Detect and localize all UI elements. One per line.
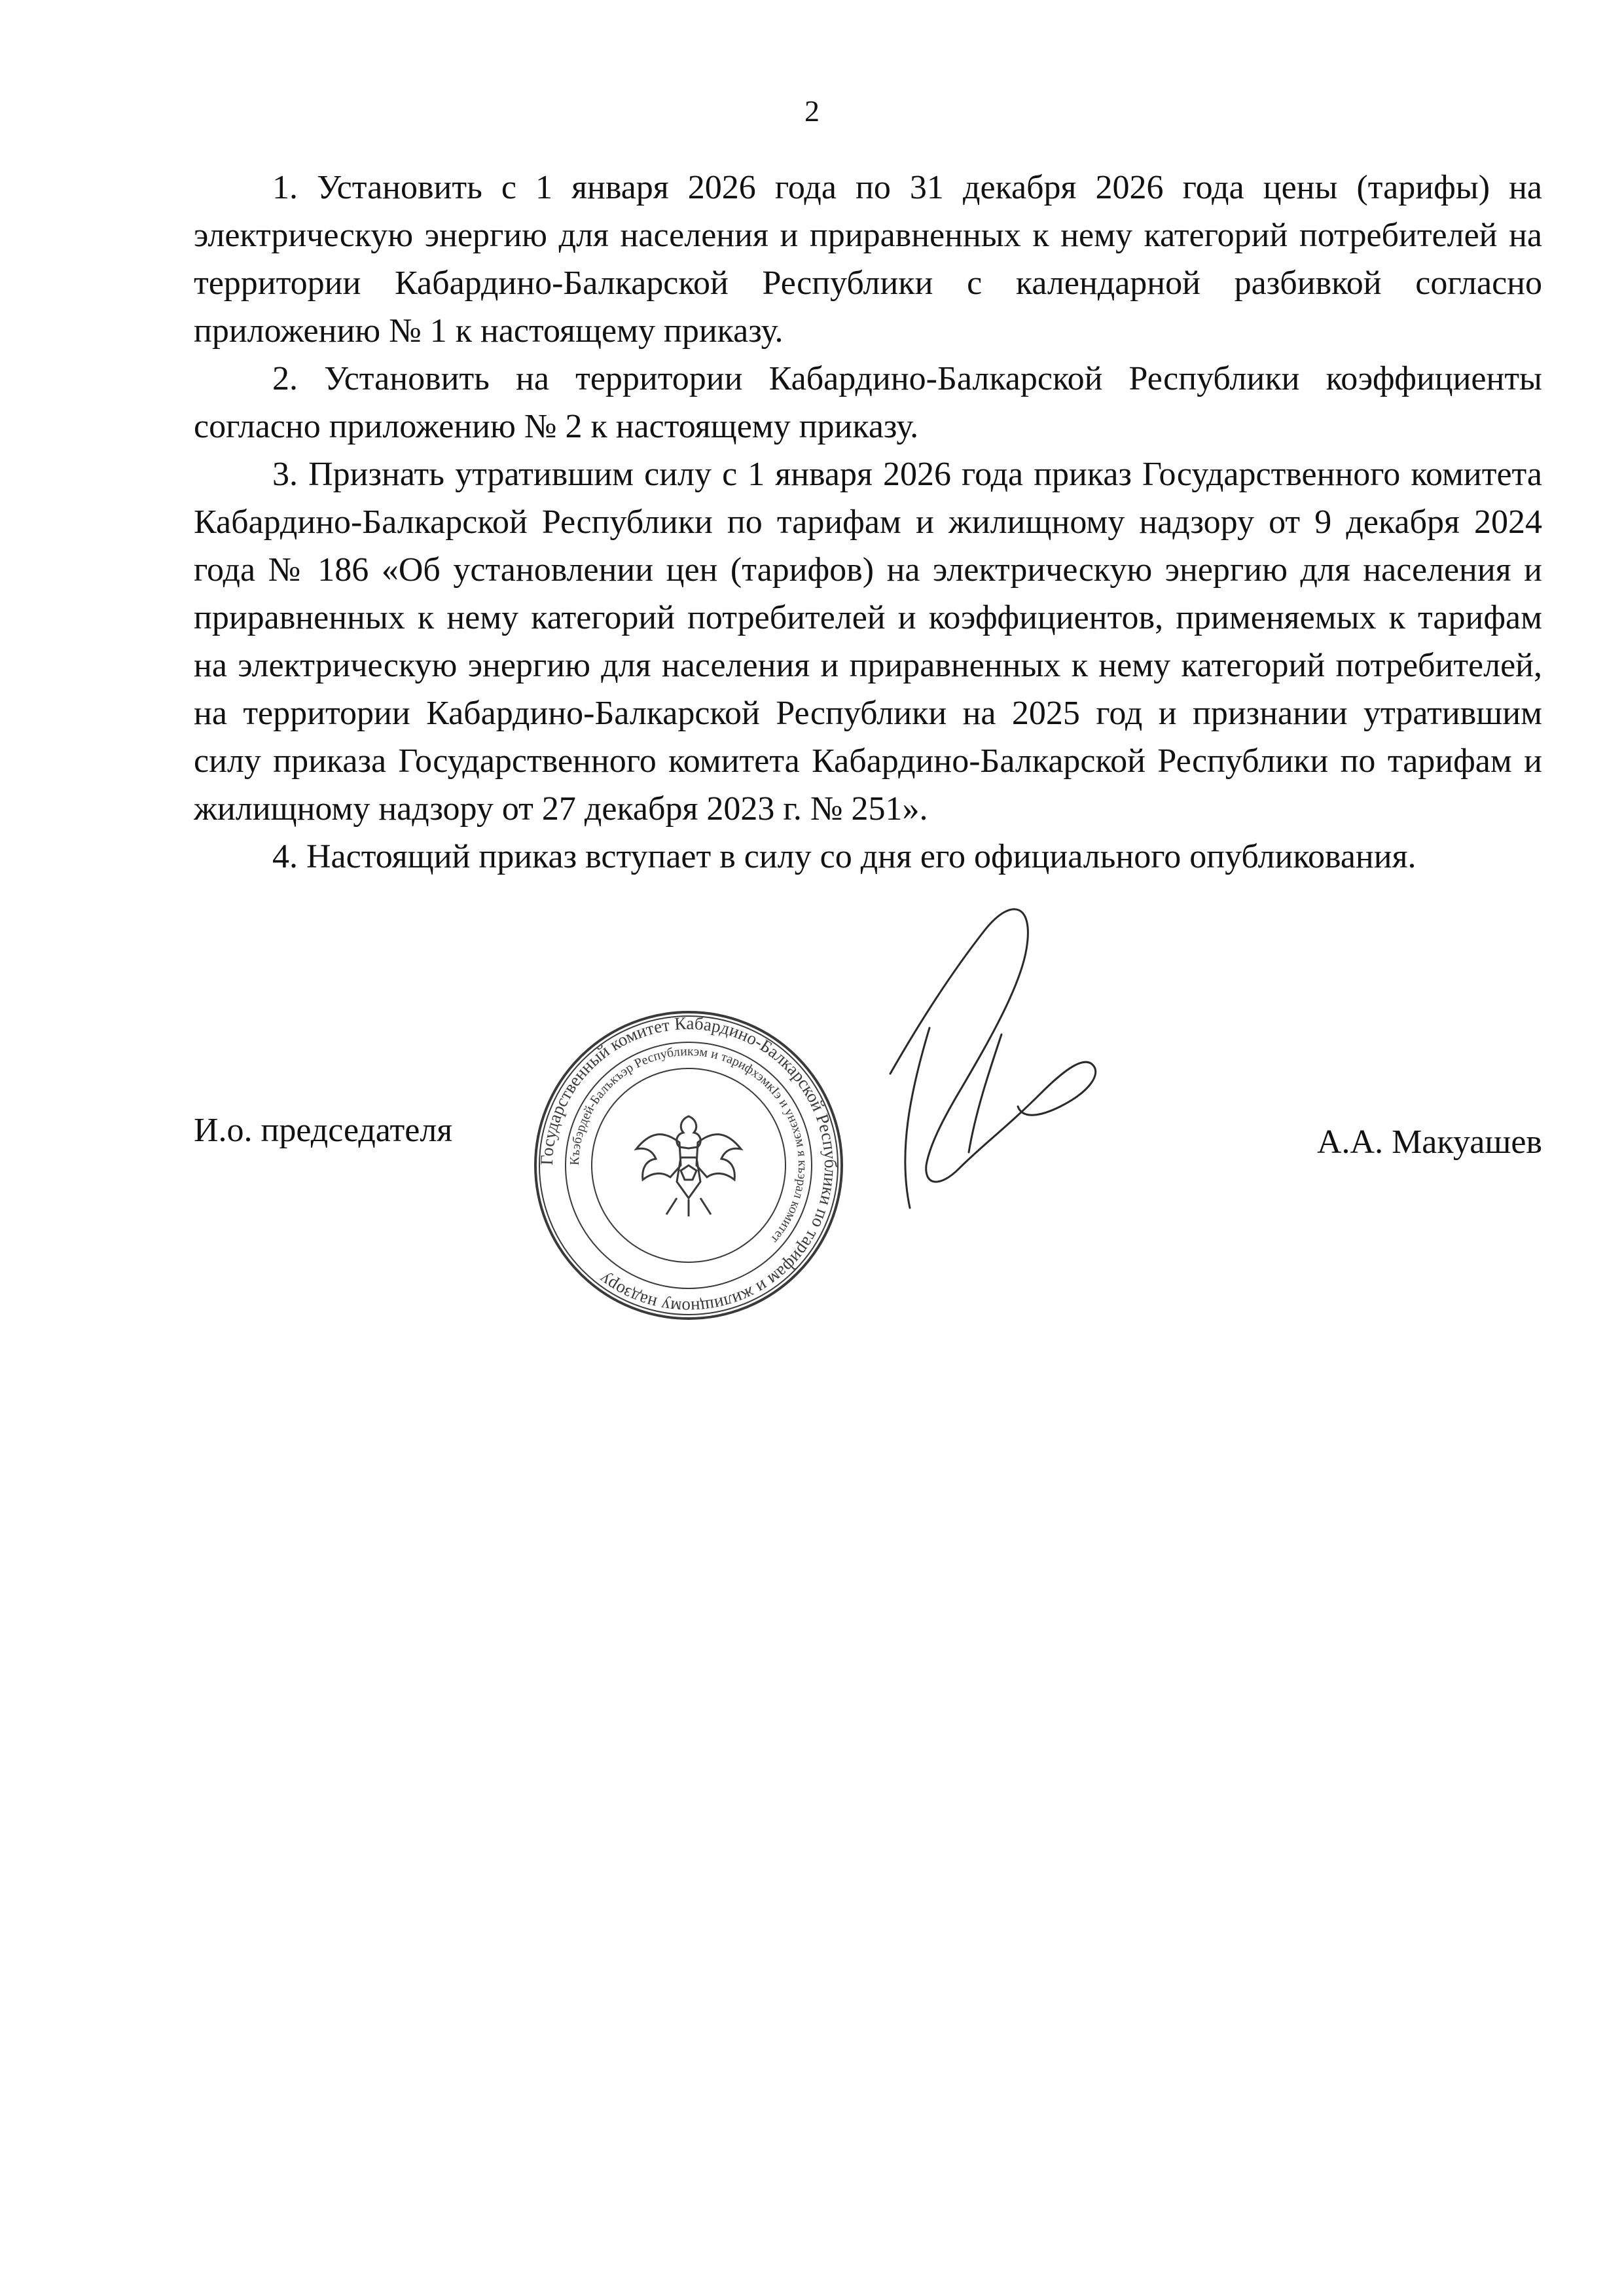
handwritten-signature	[851, 877, 1126, 1218]
document-body	[194, 164, 1542, 881]
paragraph-2: 2. Установить на территории Кабардино-Балкарской Республики коэффициенты согласно приложению № 2 к настоящему приказу.	[194, 360, 1542, 445]
paragraph-1: 1. Установить с 1 января 2026 года по 31 декабря 2026 года цены (тарифы) на электрическую энергию для населения и приравненных к нему категорий потребителей на территории Кабардино-Балкарской Республики с календарной разбивкой согласно приложению № 1 к настоящему приказу.	[194, 169, 1542, 350]
stamp-inner-text: Къэбэрдей-Балъкъэр Республикэм и тарифхэмкIэ и унэхэм я къэрал комитет	[567, 1044, 810, 1247]
official-seal-stamp	[532, 1008, 846, 1322]
paragraph-3: 3. Признать утратившим силу с 1 января 2026 года приказ Государственного комитета Кабардино-Балкарской Республики по тарифам и жилищному надзору от 9 декабря 2024 года № 186 «Об установлении цен (тарифов) на электрическую энергию для населения и приравненных к нему категорий потребителей и коэффициентов, применяемых к тарифам на электрическую энергию для населения и приравненных к нему категорий потребителей, на территории Кабардино-Балкарской Республики на 2025 год и признании утратившим силу приказа Государственного комитета Кабардино-Балкарской Республики по тарифам и жилищному надзору от 27 декабря 2023 г. № 251».	[194, 456, 1542, 828]
stamp-outer-text: Государственный комитет Кабардино-Балкарской Республики по тарифам и жилищному надзору	[536, 1013, 841, 1318]
paragraph-4: 4. Настоящий приказ вступает в силу со дня его официального опубликования.	[272, 838, 1416, 875]
signatory-name: А.А. Макуашев	[1316, 1123, 1542, 1161]
coat-of-arms-eagle-icon	[636, 1116, 741, 1216]
signatory-position: И.о. председателя	[194, 1112, 453, 1149]
page-number: 2	[804, 94, 820, 128]
